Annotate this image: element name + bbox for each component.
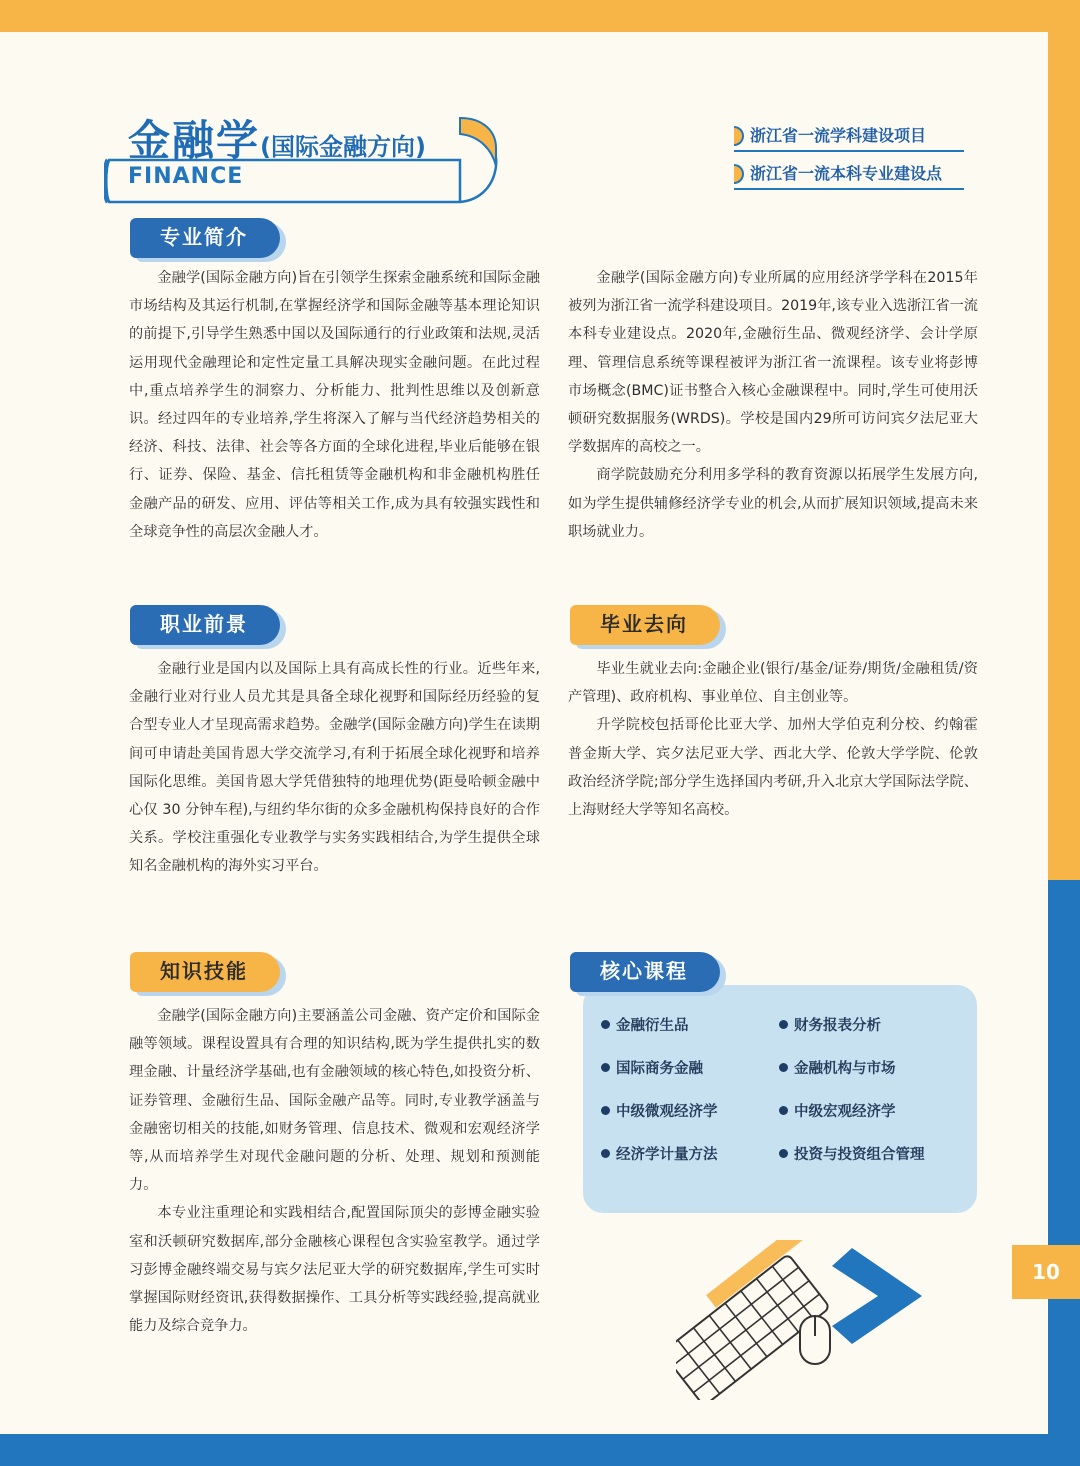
paragraph: 本专业注重理论和实践相结合,配置国际顶尖的彭博金融实验室和沃顿研究数据库,部分金融核心课程包含实验室教学。通过学习彭博金融终端交易与宾夕法尼亚大学的研究数据库,学生可实时掌握国际财经资讯,获得数据操作、工具分析等实践经验,提高就业能力及综合竞争力。 <box>129 1205 540 1335</box>
right-border-orange <box>1048 0 1080 880</box>
right-border-blue <box>1048 880 1080 1466</box>
bullet-icon <box>779 1106 788 1115</box>
paragraph: 金融学(国际金融方向)专业所属的应用经济学学科在2015年被列为浙江省一流学科建设项目。2019年,该专业入选浙江省一流本科专业建设点。2020年,金融衍生品、微观经济学、会计学原理、管理信息系统等课程被评为浙江省一流课程。该专业将彭博市场概念(BMC)证书整合入核心金融课程中。同时,学生可使用沃顿研究数据服务(WRDS)。学校是国内29所可访问宾夕法尼亚大学数据库的高校之一。 <box>568 270 978 456</box>
section-title-intro: 专业简介 <box>130 218 280 258</box>
bullet-icon <box>601 1106 610 1115</box>
paragraph: 金融学(国际金融方向)旨在引领学生探索金融系统和国际金融市场结构及其运行机制,在掌握经济学和国际金融等基本理论知识的前提下,引导学生熟悉中国以及国际通行的行业政策和法规,灵活运用现代金融理论和定性定量工具解决现实金融问题。在此过程中,重点培养学生的洞察力、分析能力、批判性思维以及创新意识。经过四年的专业培养,学生将深入了解与当代经济趋势相关的经济、科技、法律、社会等各方面的全球化进程,毕业后能够在银行、证券、保险、基金、信托租赁等金融机构和非金融机构胜任金融产品的研发、应用、评估等相关工作,成为具有较强实践性和全球竞争性的高层次金融人才。 <box>129 270 540 540</box>
page-title: 金融学(国际金融方向) <box>128 116 426 165</box>
paragraph: 金融学(国际金融方向)主要涵盖公司金融、资产定价和国际金融等领域。课程设置具有合理的知识结构,既为学生提供扎实的数理金融、计量经济学基础,也有金融领域的核心特色,如投资分析、证券管理、金融衍生品、国际金融产品等。同时,专业教学涵盖与金融密切相关的技能,如财务管理、信息技术、微观和宏观经济学等,从而培养学生对现代金融问题的分析、处理、规划和预测能力。 <box>129 1008 540 1194</box>
list-item: 投资与投资组合管理 <box>779 1144 961 1167</box>
bullet-icon <box>601 1020 610 1029</box>
tag-marker-icon <box>734 126 744 146</box>
keyboard-icon <box>676 1240 861 1400</box>
intro-text <box>129 264 540 546</box>
page-title-english: FINANCE <box>128 164 244 189</box>
keyboard-mouse-illustration <box>676 1240 936 1400</box>
page-subtitle: (国际金融方向) <box>260 133 426 161</box>
title-block <box>104 100 504 200</box>
paragraph: 金融行业是国内以及国际上具有高成长性的行业。近些年来,金融行业对行业人员尤其是具备全球化视野和国际经历经验的复合型专业人才呈现高需求趋势。金融学(国际金融方向)学生在读期间可申请赴美国肯恩大学交流学习,有利于拓展全球化视野和培养国际化思维。美国肯恩大学凭借独特的地理优势(距曼哈顿金融中心仅 30 分钟车程),与纽约华尔街的众多金融机构保持良好的合作关系。学校注重强化专业教学与实务实践相结合,为学生提供全球知名金融机构的海外实习平台。 <box>129 661 540 875</box>
list-item: 财务报表分析 <box>779 1015 961 1038</box>
top-border <box>0 0 1080 32</box>
list-item: 中级宏观经济学 <box>779 1101 961 1124</box>
list-item: 金融衍生品 <box>601 1015 779 1038</box>
chevron-right-icon <box>832 1248 922 1344</box>
skills-text <box>129 1002 540 1340</box>
section-title-destination: 毕业去向 <box>570 605 720 645</box>
list-item: 国际商务金融 <box>601 1058 779 1081</box>
intro-right-text <box>568 264 978 546</box>
core-courses-panel <box>583 985 977 1213</box>
bullet-icon <box>779 1020 788 1029</box>
list-item: 经济学计量方法 <box>601 1144 779 1167</box>
section-title-core-courses: 核心课程 <box>570 952 720 992</box>
tag-marker-icon <box>734 164 744 184</box>
bullet-icon <box>601 1149 610 1158</box>
list-item: 金融机构与市场 <box>779 1058 961 1081</box>
honor-tags <box>734 122 964 198</box>
section-title-skills: 知识技能 <box>130 952 280 992</box>
destination-text <box>568 655 978 824</box>
bullet-icon <box>779 1149 788 1158</box>
career-text <box>129 655 540 881</box>
honor-tag: 浙江省一流本科专业建设点 <box>734 160 964 190</box>
list-item: 中级微观经济学 <box>601 1101 779 1124</box>
paragraph: 升学院校包括哥伦比亚大学、加州大学伯克利分校、约翰霍普金斯大学、宾夕法尼亚大学、西北大学、伦敦大学学院、伦敦政治经济学院;部分学生选择国内考研,升入北京大学国际法学院、上海财经大学等知名高校。 <box>568 717 978 819</box>
mouse-icon <box>800 1316 830 1364</box>
honor-tag: 浙江省一流学科建设项目 <box>734 122 964 152</box>
core-courses-list <box>601 1015 961 1167</box>
bullet-icon <box>601 1063 610 1072</box>
page-number: 10 <box>1012 1245 1080 1299</box>
bottom-border <box>0 1434 1080 1466</box>
paragraph: 商学院鼓励充分利用多学科的教育资源以拓展学生发展方向,如为学生提供辅修经济学专业的机会,从而扩展知识领域,提高未来职场就业力。 <box>568 467 978 540</box>
bullet-icon <box>779 1063 788 1072</box>
paragraph: 毕业生就业去向:金融企业(银行/基金/证券/期货/金融租赁/资产管理)、政府机构、事业单位、自主创业等。 <box>568 661 978 706</box>
section-title-career: 职业前景 <box>130 605 280 645</box>
